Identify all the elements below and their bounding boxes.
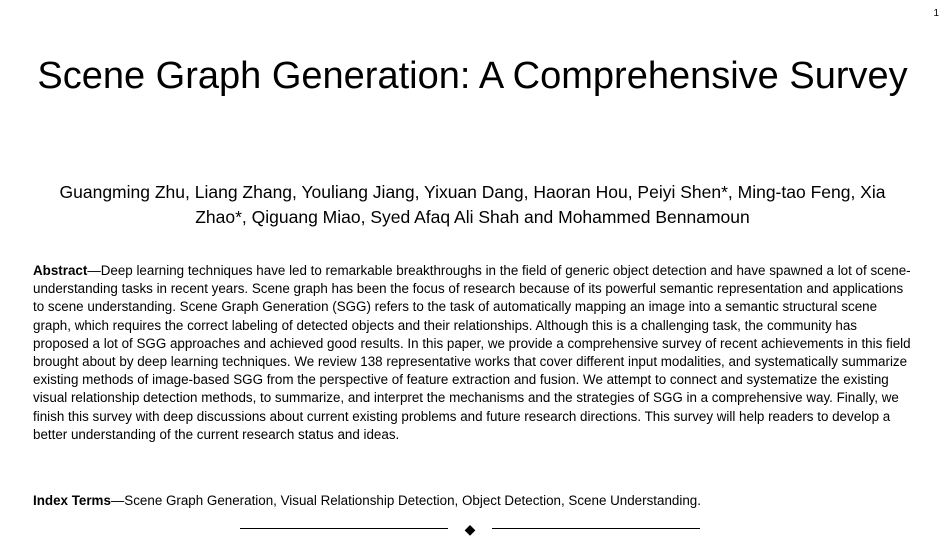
separator-line-right — [492, 528, 700, 529]
index-terms-paragraph — [33, 492, 913, 510]
diamond-icon: ◆ — [464, 521, 476, 537]
paper-title: Scene Graph Generation: A Comprehensive Survey — [37, 55, 908, 97]
abstract-text: —Deep learning techniques have led to remarkable breakthroughs in the field of generic object detection and have spawned a lot of scene-understanding tasks in recent years. Scene graph has been the focus of research because of its powerful semantic representation and applications to scene understanding. Scene Graph Generation (SGG) refers to the task of automatically mapping an image into a semantic structural scene graph, which requires the correct labeling of detected objects and their relationships. Although this is a challenging task, the community has proposed a lot of SGG approaches and achieved good results. In this paper, we provide a comprehensive survey of recent achievements in this field brought about by deep learning techniques. We review 138 representative works that cover different input modalities, and systematically summarize existing methods of image-based SGG from the perspective of feature extraction and fusion. We attempt to connect and systematize the existing visual relationship detection methods, to summarize, and interpret the mechanisms and the strategies of SGG in a comprehensive way. Finally, we finish this survey with deep discussions about current existing problems and future research directions. This survey will help readers to develop a better understanding of the current research status and ideas. — [33, 263, 911, 442]
abstract-label: Abstract — [33, 263, 88, 278]
page-number: 1 — [933, 8, 939, 19]
author-list: Guangming Zhu, Liang Zhang, Youliang Jiang, Yixuan Dang, Haoran Hou, Peiyi Shen*, Ming-tao Feng, Xia Zhao*, Qiguang Miao, Syed Afaq Ali Shah and Mohammed Bennamoun — [59, 182, 886, 227]
section-separator — [240, 521, 700, 537]
index-terms-text: —Scene Graph Generation, Visual Relationship Detection, Object Detection, Scene Understanding. — [110, 493, 701, 508]
abstract-paragraph — [33, 262, 913, 444]
index-terms-label: Index Terms — [33, 493, 111, 508]
separator-line-left — [240, 528, 448, 529]
